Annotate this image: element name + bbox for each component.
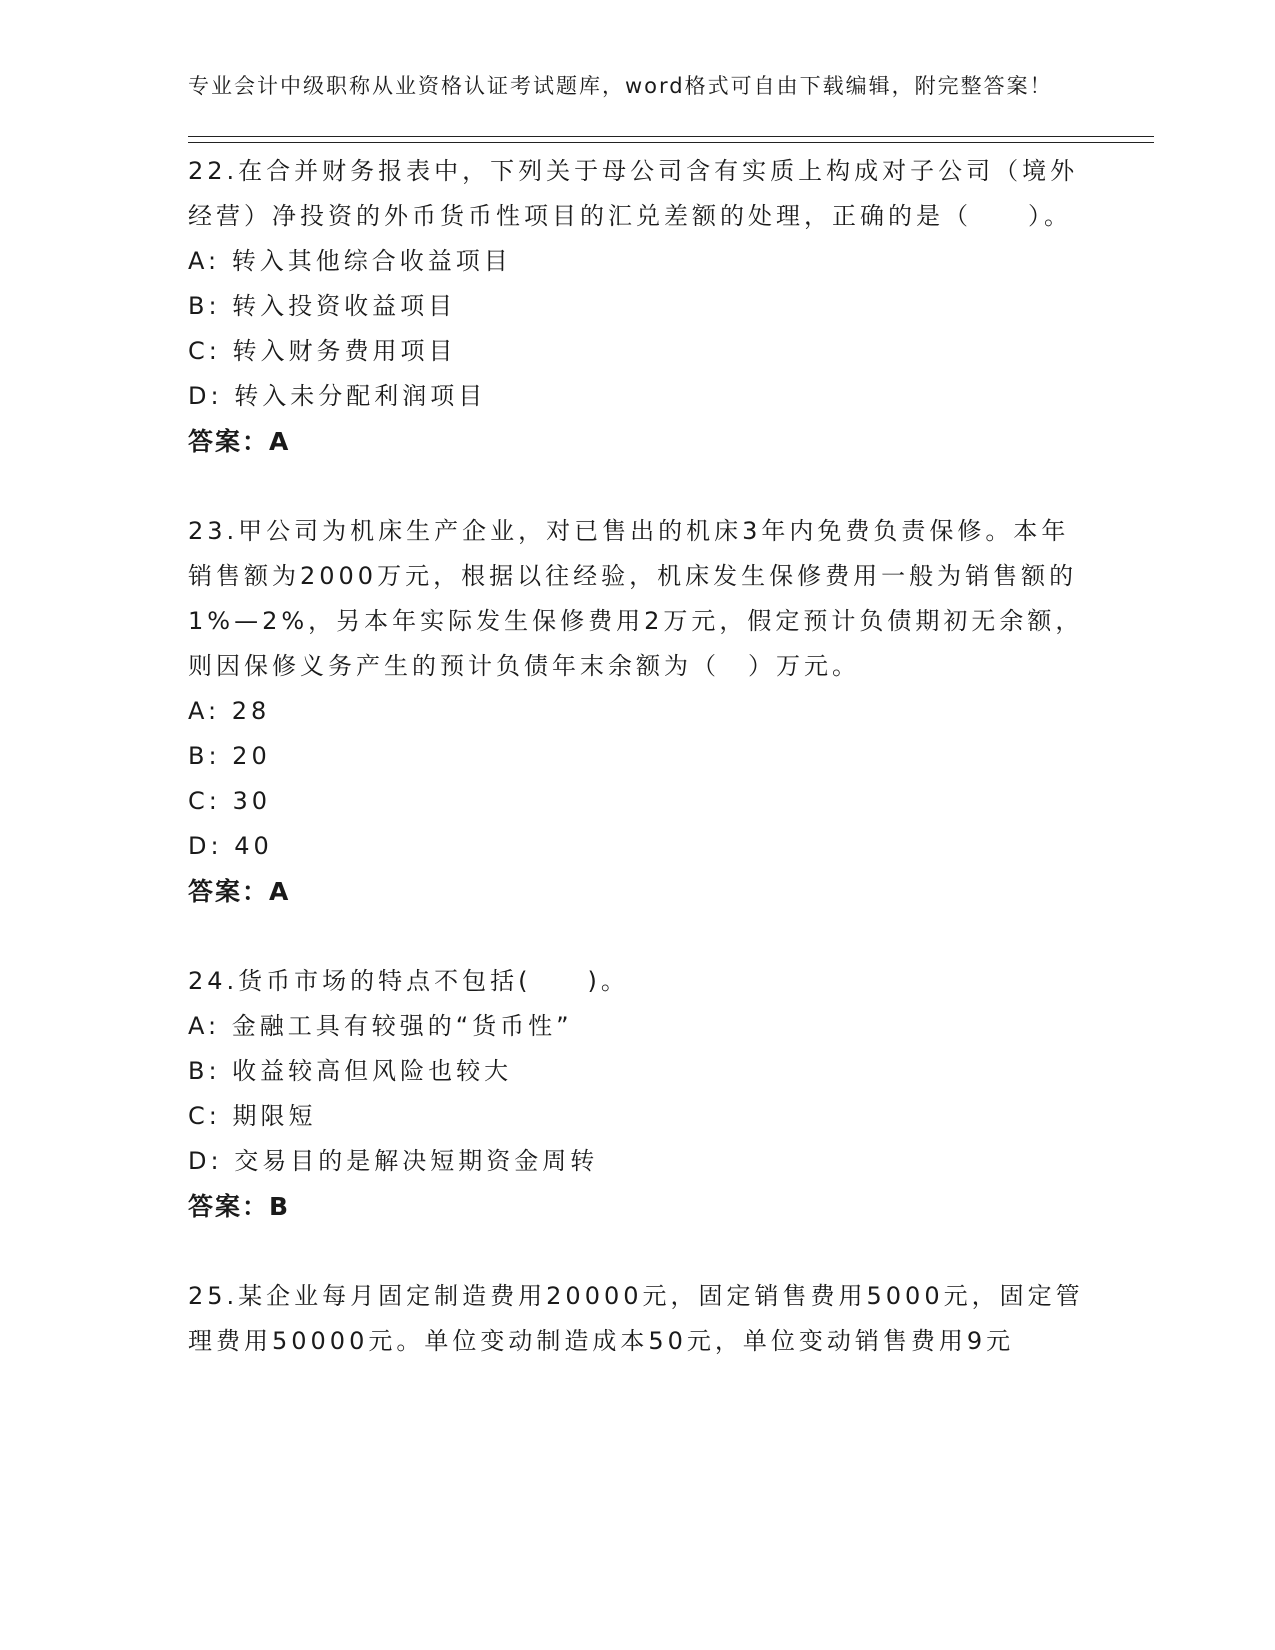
option-a: A: 转入其他综合收益项目	[188, 247, 512, 275]
option-d: D: 40	[188, 832, 273, 860]
question-23	[188, 509, 1158, 914]
option-c: C: 转入财务费用项目	[188, 337, 457, 365]
question-gap	[188, 1229, 1158, 1274]
question-25	[188, 1274, 1158, 1364]
answer: 答案：B	[188, 1192, 291, 1221]
option-d: D: 转入未分配利润项目	[188, 382, 487, 410]
question-24	[188, 959, 1158, 1229]
option-b: B: 转入投资收益项目	[188, 292, 457, 320]
option-d: D: 交易目的是解决短期资金周转	[188, 1147, 599, 1175]
option-c: C: 期限短	[188, 1102, 317, 1130]
question-text: 23.甲公司为机床生产企业，对已售出的机床3年内免费负责保修。本年销售额为2000万元，根据以往经验，机床发生保修费用一般为销售额的1%—2%，另本年实际发生保修费用2万元，假定预计负债期初无余额，则因保修义务产生的预计负债年末余额为（ ）万元。	[188, 517, 1084, 680]
option-a: A: 金融工具有较强的“货币性”	[188, 1012, 573, 1040]
question-22	[188, 149, 1158, 464]
question-gap	[188, 914, 1158, 959]
option-a: A: 28	[188, 697, 271, 725]
question-text: 22.在合并财务报表中，下列关于母公司含有实质上构成对子公司（境外经营）净投资的外币货币性项目的汇兑差额的处理，正确的是（ ）。	[188, 157, 1079, 230]
option-b: B: 收益较高但风险也较大	[188, 1057, 513, 1085]
question-gap	[188, 464, 1158, 509]
question-text: 25.某企业每月固定制造费用20000元，固定销售费用5000元，固定管理费用50000元。单位变动制造成本50元，单位变动销售费用9元	[188, 1282, 1084, 1355]
option-c: C: 30	[188, 787, 272, 815]
header-divider	[188, 136, 1154, 143]
document-page	[188, 70, 1158, 1364]
answer: 答案：A	[188, 427, 291, 456]
option-b: B: 20	[188, 742, 271, 770]
answer: 答案：A	[188, 877, 291, 906]
question-text: 24.货币市场的特点不包括( )。	[188, 967, 629, 995]
document-header: 专业会计中级职称从业资格认证考试题库，word格式可自由下载编辑，附完整答案！	[188, 74, 1053, 98]
